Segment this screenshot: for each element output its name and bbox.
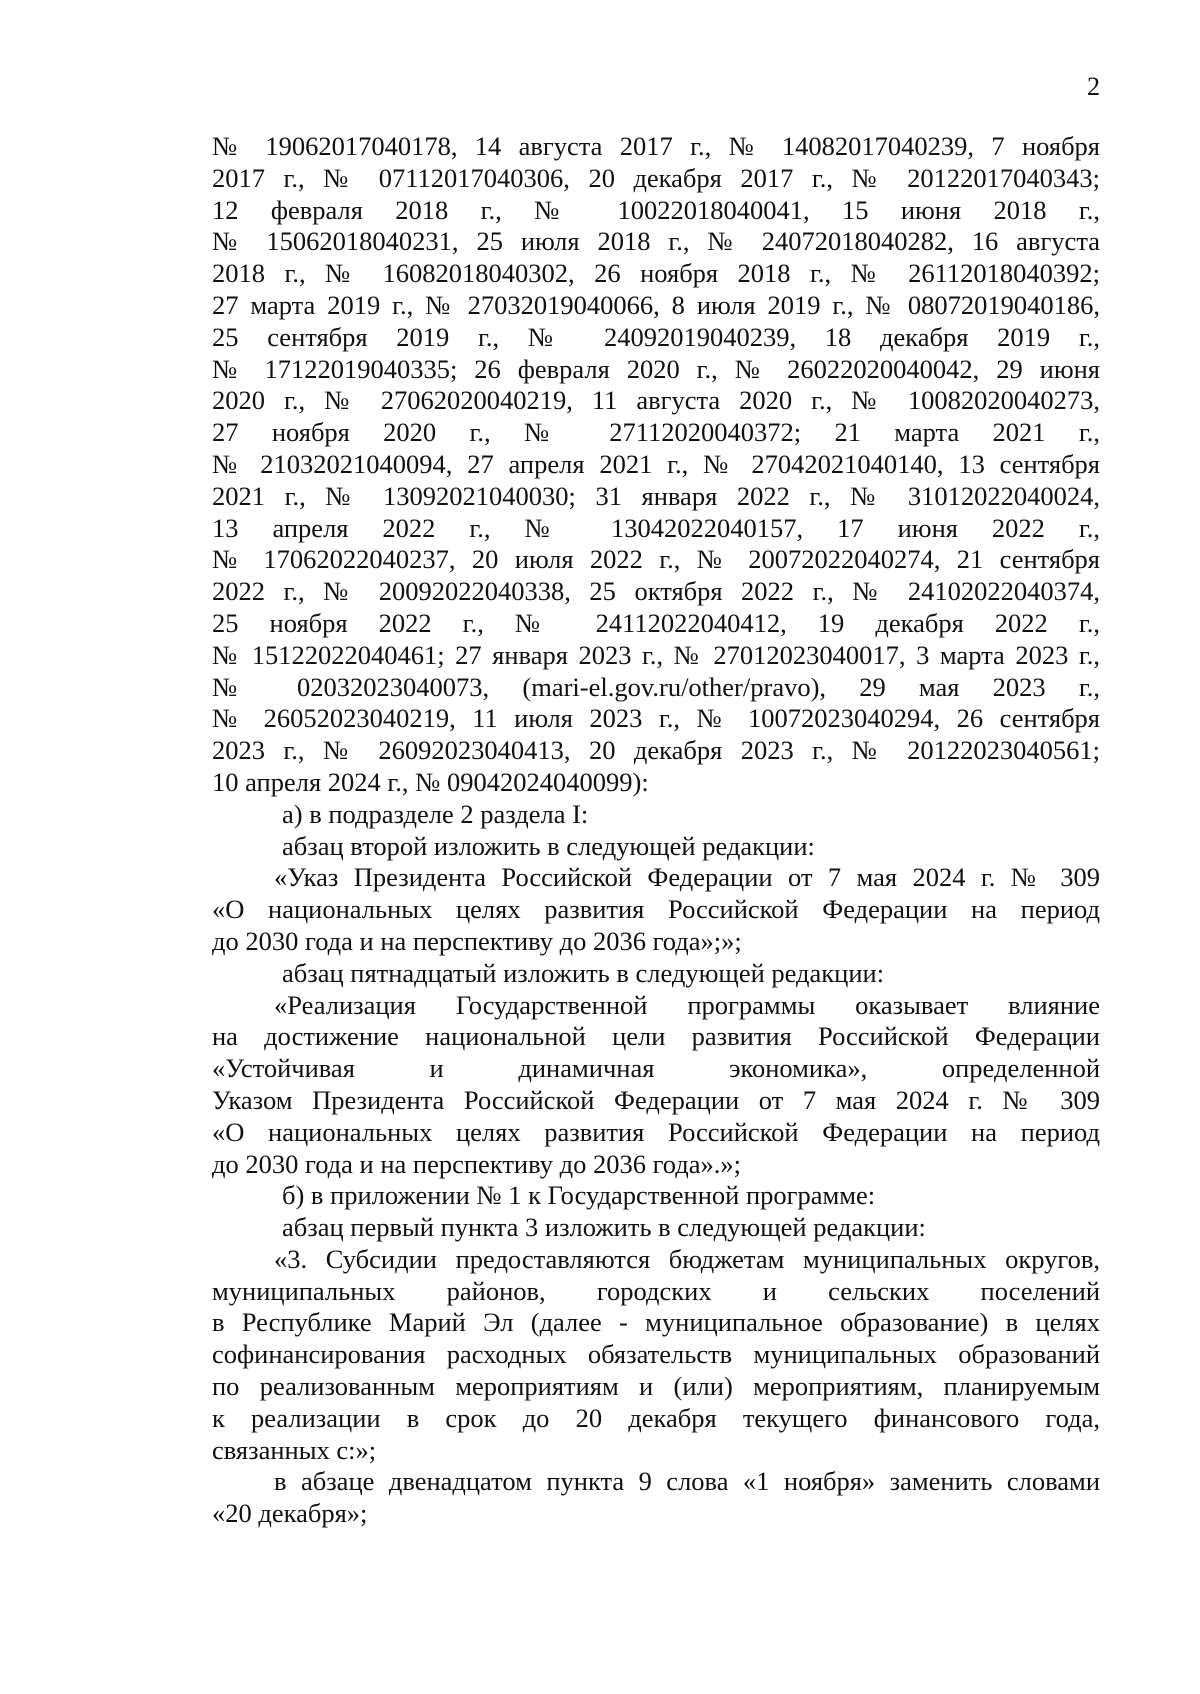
text-line: а) в подразделе 2 раздела I: [282, 798, 589, 829]
text-line: по реализованным мероприятиям и (или) мероприятиям, планируемым [212, 1371, 1100, 1402]
text-line: «Указ Президента Российской Федерации от 7 мая 2024 г. № 309 [274, 862, 1100, 893]
text-line: до 2030 года и на перспективу до 2036 года».»; [212, 1148, 742, 1179]
text-line: абзац пятнадцатый изложить в следующей редакции: [282, 957, 885, 988]
text-line: «О национальных целях развития Российской Федерации на период [212, 1116, 1100, 1147]
text-line: на достижение национальной цели развития Российской Федерации [212, 1021, 1100, 1052]
text-line: 25 ноября 2022 г., № 24112022040412, 19 декабря 2022 г., [212, 607, 1100, 638]
text-line: № 15122022040461; 27 января 2023 г., № 27012023040017, 3 марта 2023 г., [212, 639, 1100, 670]
text-line: 27 ноября 2020 г., № 27112020040372; 21 марта 2021 г., [212, 417, 1100, 448]
text-line: № 19062017040178, 14 августа 2017 г., № 14082017040239, 7 ноября [212, 131, 1100, 161]
text-line: до 2030 года и на перспективу до 2036 года»;»; [212, 925, 742, 956]
text-line: 2017 г., № 07112017040306, 20 декабря 2017 г., № 20122017040343; [212, 162, 1100, 193]
text-line: «Реализация Государственной программы оказывает влияние [274, 989, 1100, 1020]
text-line: № 17062022040237, 20 июля 2022 г., № 20072022040274, 21 сентября [212, 544, 1100, 575]
text-line: муниципальных районов, городских и сельских поселений [212, 1275, 1100, 1306]
text-line: 2022 г., № 20092022040338, 25 октября 2022 г., № 24102022040374, [212, 576, 1100, 607]
text-line: Указом Президента Российской Федерации от 7 мая 2024 г. № 309 [212, 1084, 1100, 1115]
text-line: № 02032023040073, (mari-el.gov.ru/other/pravo), 29 мая 2023 г., [212, 671, 1100, 702]
text-line: абзац первый пункта 3 изложить в следующей редакции: [282, 1212, 926, 1243]
text-line: 2020 г., № 27062020040219, 11 августа 2020 г., № 10082020040273, [212, 385, 1100, 416]
text-line: 25 сентября 2019 г., № 24092019040239, 18 декабря 2019 г., [212, 321, 1100, 352]
text-line: к реализации в срок до 20 декабря текущего финансового года, [212, 1402, 1100, 1433]
text-line: 2023 г., № 26092023040413, 20 декабря 2023 г., № 20122023040561; [212, 735, 1100, 766]
text-line: в абзаце двенадцатом пункта 9 слова «1 ноября» заменить словами [274, 1466, 1100, 1497]
text-line: № 26052023040219, 11 июля 2023 г., № 10072023040294, 26 сентября [212, 703, 1100, 734]
text-line: 12 февраля 2018 г., № 10022018040041, 15 июня 2018 г., [212, 194, 1100, 225]
text-line: абзац второй изложить в следующей редакции: [282, 830, 815, 861]
text-line: 10 апреля 2024 г., № 09042024040099): [212, 766, 649, 797]
text-line: «О национальных целях развития Российской Федерации на период [212, 894, 1100, 925]
text-line: «20 декабря»; [212, 1498, 368, 1529]
text-line: б) в приложении № 1 к Государственной программе: [282, 1180, 876, 1211]
text-line: «Устойчивая и динамичная экономика», определенной [212, 1053, 1100, 1084]
text-line: «3. Субсидии предоставляются бюджетам муниципальных округов, [274, 1243, 1100, 1274]
text-line: 13 апреля 2022 г., № 13042022040157, 17 июня 2022 г., [212, 512, 1100, 543]
text-line: № 17122019040335; 26 февраля 2020 г., № 26022020040042, 29 июня [212, 353, 1100, 384]
text-line: № 21032021040094, 27 апреля 2021 г., № 27042021040140, 13 сентября [212, 448, 1100, 479]
text-line: связанных с:»; [212, 1434, 377, 1465]
text-line: 27 марта 2019 г., № 27032019040066, 8 июля 2019 г., № 08072019040186, [212, 289, 1100, 320]
text-line: в Республике Марий Эл (далее - муниципальное образование) в целях [212, 1307, 1100, 1338]
text-line: № 15062018040231, 25 июля 2018 г., № 24072018040282, 16 августа [212, 226, 1100, 257]
text-line: 2021 г., № 13092021040030; 31 января 2022 г., № 31012022040024, [212, 480, 1100, 511]
page-number: 2 [1087, 72, 1100, 101]
text-line: 2018 г., № 16082018040302, 26 ноября 2018 г., № 26112018040392; [212, 258, 1100, 289]
text-line: софинансирования расходных обязательств муниципальных образований [212, 1339, 1100, 1370]
document-body [212, 131, 1100, 1530]
